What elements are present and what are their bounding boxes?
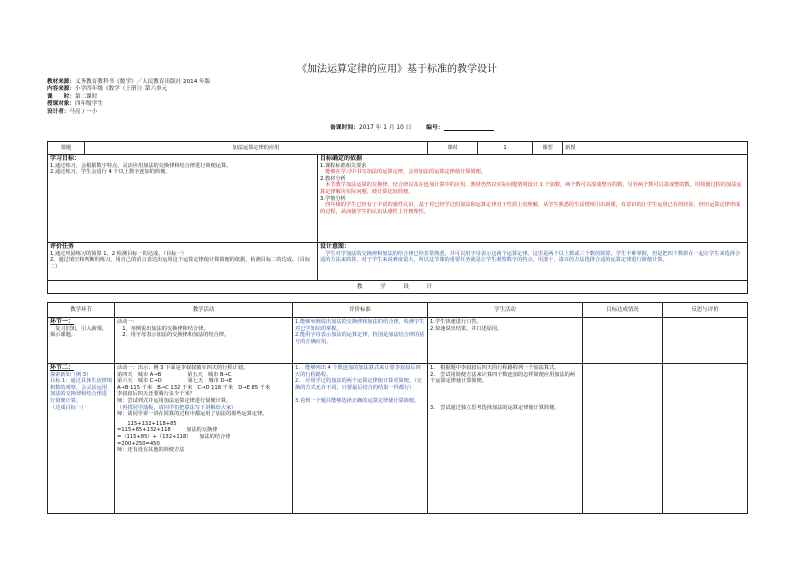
stage-2: 环节二： 探索新知（例 3） 目标 1：通过具体生活情境和数的观察，会灵活运用加法的交换律和结合律进行简便计算。 （达成目标一）: [48, 364, 115, 514]
meta-lesson: 课 时：第二课时: [47, 93, 98, 100]
design-table-upper: [47, 141, 748, 294]
topic-label: 课题: [48, 142, 85, 155]
col-header-stage: 教学环节: [48, 303, 115, 318]
stage-2-reflection: [663, 364, 748, 514]
stage-2-activity: 活动一：出示：例 3 下面是李叔叔骑车四天的行程计划。 第四天 城市 A→B 第五天 城市 B→C 第六天 城市 C→D 第七天 城市 D→E A→B 115 千米 B→C 132 千米 C→D 118 千米 D→E 85 千米 李叔叔后四天还要骑行多少千米？ 师：尝试列式并运用加法运算定律进行简便计算。 （再找同学演板，请同学们把算法写下讲解给大家） 师：请同学讲一讲在简算的过程中都运用了加法的那些运算定律。 115+132+118+85 =115+85+132+118 加法的交换律 =（115+85）+（132+118） 加法的结合律 =200+250=450 师：还有没有其他的简便方法: [115, 364, 293, 514]
stage-1-criteria: 1.能够举例说出加法的交换律和加法的结合律，检测学生对已学知识的掌握。 2.能用字母表示加法的运算定律，特别是加法结合律的括号的正确应用。: [293, 318, 428, 364]
stage-row-2: [48, 364, 748, 514]
hours-value: 1: [478, 142, 533, 155]
prep-date: 备课时间：2017 年 1 月 10 日 编号：: [330, 122, 494, 131]
column-header-row: [48, 303, 748, 318]
topic-row: [48, 142, 748, 155]
stage-1: 环节一： 复习旧知，引入新课，揭示课题。: [48, 318, 115, 364]
stage-1-achievement: [583, 318, 663, 364]
design-table-lower: [47, 302, 748, 514]
topic-value: 加法运算定律的应用: [85, 142, 428, 155]
col-header-reflection: 反思与评价: [663, 303, 748, 318]
stage-2-achievement: [583, 364, 663, 514]
document-meta: [47, 79, 210, 116]
section-title-row: [48, 281, 748, 294]
stage-1-reflection: [663, 318, 748, 364]
goal-basis: 目标确定的依据 1.课程标准相关要求 能够在学习中书写加法的运算定律，会用加法的运算定律使计算简便。 2.教材分析 本节教学加法运算的交换律、结合律以及在连加计算中的应用。教材仍然以实际问题情境设计 1 个加数，两个数可以凑成整百的数，另外两个数可以凑成整的数，用简便过程的加法运算定律解决实际问题，使计算比较简便。 3.学情分析 四年级的学生已经有了丰富的感性认识，基于对已经学过的加法和运算定律对于性质上的理解，从学生熟悉的生活情境引出新课，有意识的让学生运用已有的经验，经历运算定律形成的过程，从而使学生的认识从感性上升到理性。: [318, 155, 748, 243]
type-value: 新授: [563, 142, 748, 155]
goals-row: [48, 155, 748, 243]
eval-row: [48, 243, 748, 281]
col-header-criteria: 评价标准: [293, 303, 428, 318]
col-header-student: 学生活动: [428, 303, 583, 318]
stage-1-student: 1.学生快速进行口答。 2.快速说出结果，并口述原因。: [428, 318, 583, 364]
hours-label: 课时: [428, 142, 478, 155]
number-blank: [444, 124, 494, 131]
eval-task: 评价任务 1.通过巩固练习的简算 1，2 检测目标一的达成。（目标一） 2、通过填空和判断的练习，用自己的语言表达出运用这个运算定律使计算简便的依据，检测目标二的达成。（目标二）: [48, 243, 318, 281]
col-header-achievement: 目标达成情况: [583, 303, 663, 318]
document-title: 《加法运算定律的应用》基于标准的教学设计: [297, 64, 497, 75]
stage-2-student: 1. 根据题中李叔叔后四天的行程路程列一个加法算式。 2. 尝试用简便方法来计算四个数连加的怎样简便应用加法的两个运算定律使计算简便。 3. 尝试通过独立思考选择加法的运算定律使计算简便。: [428, 364, 583, 514]
col-header-activity: 教学活动: [115, 303, 293, 318]
meta-grade: 授课对象：四年级学生: [47, 101, 103, 108]
type-label: 课型: [533, 142, 563, 155]
meta-designer: 设计者：马亮 / 一小: [47, 108, 98, 115]
stage-2-criteria: 1. 能够列出 4 个数连加的加法算式来计算李叔叔后四天的行程路程。 2. 应用学过的加法的两个运算定律使计算更简便。（交换的方式允许不同，只要最后结合的结果一样都行） 3.看到一个题目能够选择正确的运算定律使计算简便。: [293, 364, 428, 514]
section-title: 教 学 设 计: [48, 281, 748, 294]
stage-1-activity: 活动一： 1、举例说出加法的交换律和结合律。 2、用字母表示加法的交换律和加法的结合律。: [115, 318, 293, 364]
design-idea: 设计意图： 学生对学加法的交换律和加法的结合律已经非常熟悉，并可以用字母表示这两个运算定律。这里是两个以上数或三个数的简算，学生不难掌握，但是把四个数拼在一起让学生来选择合适的方法来简算，对于学生来说难度很大，所以这节课的重要任务就是让学生观察数字的特点，用凑十、凑百的方法选择合适的运算定律进行简便计算。: [318, 243, 748, 281]
stage-row-1: [48, 318, 748, 364]
learning-goals: 学习目标： 1.通过练习，会根据数字特点，灵活应用加法的交换律和结合律进行简便运算。 2.通过练习，学生会进行 4 个以上数字连加的简便。: [48, 155, 318, 243]
meta-content: 内容来源：小学四年级《数学（上册）》第六单元: [47, 86, 168, 93]
meta-material: 教材来源：义务教育教科书《数学》／人民教育出版社 2014 年版: [47, 79, 211, 85]
